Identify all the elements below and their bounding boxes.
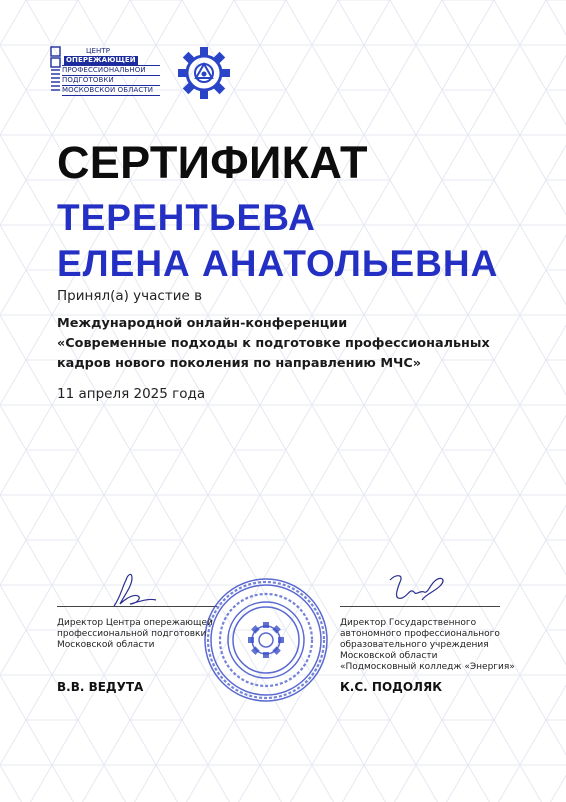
conference-line: Международной онлайн-конференции <box>57 316 348 331</box>
logo-divider <box>62 95 160 96</box>
logo-divider <box>62 85 160 86</box>
signer-right-role-line: автономного профессионального <box>340 629 500 639</box>
copp-logo-line: ОПЕРЕЖАЮЩЕЙ <box>66 56 136 64</box>
signature-left-icon <box>108 568 162 612</box>
copp-logo <box>50 46 162 100</box>
event-date: 11 апреля 2025 года <box>57 386 206 402</box>
copp-logo-line: ПОДГОТОВКИ <box>62 76 114 84</box>
logo-divider <box>62 65 160 66</box>
certificate-title: СЕРТИФИКАТ <box>57 137 368 188</box>
signer-right-role-line: образовательного учреждения <box>340 640 489 650</box>
gear-logo-icon <box>176 45 232 101</box>
conference-line: «Современные подходы к подготовке профессиональных <box>57 336 490 351</box>
recipient-surname: ТЕРЕНТЬЕВА <box>57 197 316 238</box>
copp-logo-line: МОСКОВСКОЙ ОБЛАСТИ <box>62 86 154 94</box>
conference-line: кадров нового поколения по направлению МЧС» <box>57 356 422 371</box>
participation-text: Принял(а) участие в <box>57 288 203 304</box>
copp-logo-line: ПРОФЕССИОНАЛЬНОЙ <box>62 66 146 74</box>
copp-logo-line: ЦЕНТР <box>86 47 111 55</box>
signer-left-role-line: профессиональной подготовки <box>57 629 207 639</box>
official-stamp-icon <box>202 576 330 704</box>
signer-right-name: К.С. ПОДОЛЯК <box>340 680 443 694</box>
signer-left-role-line: Московской области <box>57 640 155 650</box>
signature-right-icon <box>386 570 450 610</box>
signer-right-role-line: Московской области <box>340 651 438 661</box>
logo-divider <box>62 75 160 76</box>
recipient-given-names: ЕЛЕНА АНАТОЛЬЕВНА <box>57 243 499 284</box>
signer-left-role-line: Директор Центра опережающей <box>57 618 213 628</box>
signer-left-name: В.В. ВЕДУТА <box>57 680 144 694</box>
signer-right-role-line: «Подмосковный колледж «Энергия» <box>340 662 515 672</box>
signer-right-role-line: Директор Государственного <box>340 618 477 628</box>
